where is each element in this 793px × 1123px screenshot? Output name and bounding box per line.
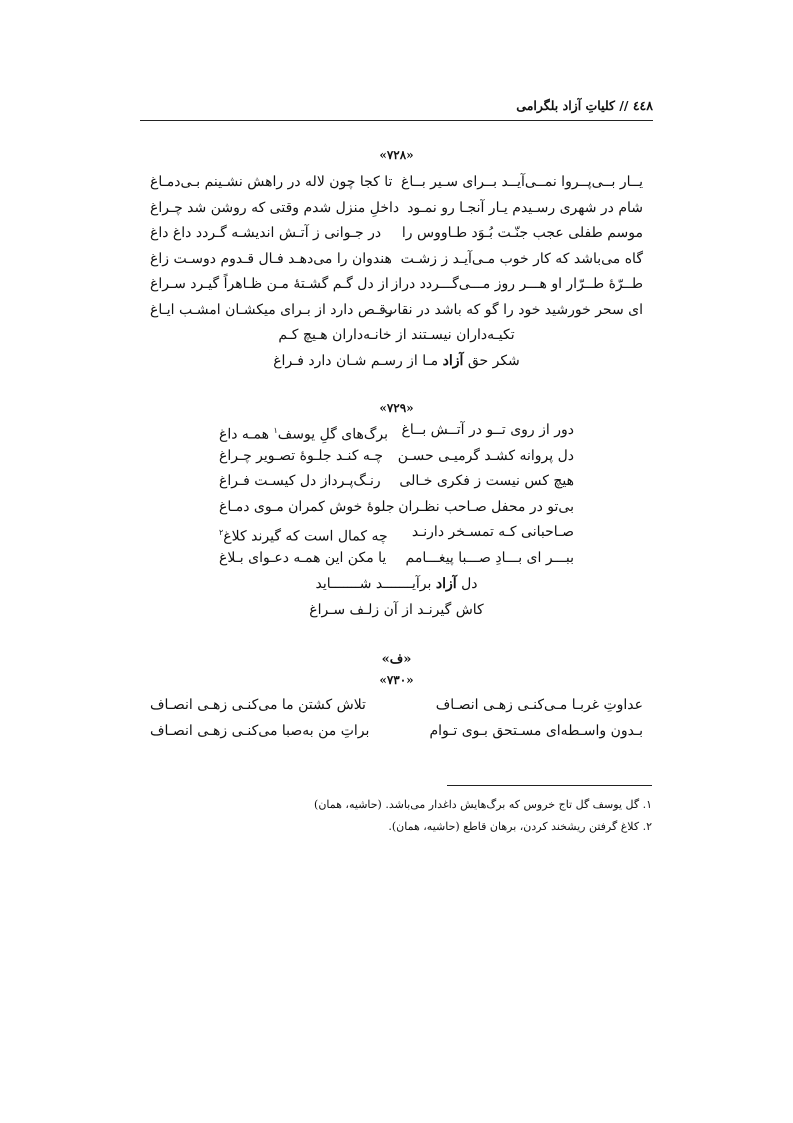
hemistich-second: از دل گـم گشـتهٔ مـن ظـاهراً گیـرد سـراغ [150, 276, 389, 293]
couplet [0, 693, 793, 719]
closing-line: دل آزاد برآیـــــــد شـــــــاید [315, 576, 478, 592]
footnote-rule [447, 785, 652, 786]
footnotes [132, 794, 652, 838]
hemistich-second: در جـوانی ز آتـش اندیشـه گـردد داغ داغ [150, 225, 382, 242]
couplet [0, 444, 793, 470]
hemistich-first: دور از روی تــو در آتــش بــاغ [401, 422, 574, 438]
couplet [0, 221, 793, 247]
poem-728 [0, 145, 793, 165]
couplet [0, 495, 793, 521]
hemistich-second: تا کجا چون لاله در راهش نشـینم بـی‌دمـاغ [150, 174, 393, 190]
hemistich-first: عداوتِ غربـا مـی‌کنـی زهـی انصـاف [435, 697, 643, 713]
couplet [0, 418, 793, 444]
footnote: ۱. گل یوسف گل تاج خروس که برگ‌هایش داغدار می‌باشد. (حاشیه، همان) [314, 798, 652, 811]
hemistich-first: ای سحر خورشید خود را گو که باشد در نقاب [384, 301, 643, 318]
poem-728-couplets [0, 170, 793, 324]
poem-729-couplets [0, 418, 793, 572]
hemistich-second: چه کمال است که گیرند کلاغ$^۲$ [219, 528, 388, 546]
header-separator: // [619, 98, 629, 113]
hemistich-first: هیچ کس نیست ز فکری خـالی [399, 473, 574, 490]
couplet [0, 520, 793, 546]
couplet [0, 247, 793, 273]
running-header [140, 96, 653, 121]
couplet [0, 719, 793, 745]
couplet [0, 546, 793, 572]
hemistich-first: شام در شهری رسـیدم یـار آنجـا رو نمـود [407, 199, 643, 216]
hemistich-second: داخلِ منزل شدم وقتی که روشن شد چـراغ [150, 199, 400, 216]
poem-number: «۷۳۰» [379, 673, 414, 687]
couplet [0, 298, 793, 324]
hemistich-second: رنـگ‌پـرداز دل کیسـت فـراغ [219, 473, 381, 490]
hemistich-first: یــار بــی‌پــروا نمــی‌آیــد بــرای سـیر بــاغ [401, 174, 643, 190]
poem-730 [0, 650, 793, 690]
couplet [0, 469, 793, 495]
poet-name: آزاد [442, 352, 464, 369]
hemistich-second: رقـص دارد از بـرای میکشـان امشـب ایـاغ [150, 301, 393, 318]
hemistich-first: ببـــر ای بـــادِ صـــبا پیغـــامم [405, 549, 574, 566]
hemistich-first: گاه می‌باشد که کار خوب مـی‌آیـد ز زشـت [400, 250, 643, 267]
footnote: ۲. کلاغ گرفتن ریشخند کردن، برهان قاطع (حاشیه، همان). [388, 820, 652, 833]
hemistich-first: دل پروانه کشـد گرمیـی حسـن [397, 447, 574, 464]
couplet [0, 196, 793, 222]
section-letter: «ف» [381, 652, 412, 667]
hemistich-second: براتِ من به‌صبا می‌کنـی زهـی انصـاف [150, 722, 370, 739]
poem-730-couplets [0, 693, 793, 744]
poet-name: آزاد [435, 576, 457, 592]
footnote-ref: ۱ [273, 426, 278, 435]
poem-728-closing [0, 323, 793, 374]
hemistich-second: جلوهٔ خوش کمران مـوی دمـاغ [219, 498, 395, 515]
closing-line: کاش گیرنـد از آن زلـف سـراغ [309, 601, 484, 618]
couplet [0, 272, 793, 298]
hemistich-second: یا مکن این همـه دعـوای بـلاغ [219, 549, 387, 566]
hemistich-first: موسم طفلی عجب جنّـت بُـوَد طـاووس را [401, 225, 643, 242]
hemistich-second: هندوان را می‌دهـد فـال قـدوم دوسـت زاغ [150, 250, 392, 267]
poem-729 [0, 398, 793, 418]
couplet [0, 170, 793, 196]
hemistich-first: صـاحبانی کـه تمسـخر دارنـد [411, 524, 574, 541]
page-number: ٤٤٨ [632, 98, 653, 113]
footnote-ref: ۲ [219, 528, 224, 538]
hemistich-second: برگ‌های گلِ یوسف$^۱$ همـه داغ [219, 426, 389, 443]
header-text [516, 98, 653, 113]
book-title: کلیاتِ آزاد بلگرامی [516, 98, 615, 113]
hemistich-second: چـه کنـد جلـوهٔ تصـویر چـراغ [219, 447, 384, 464]
hemistich-first: بی‌تو در محفل صـاحب نظـران [398, 498, 574, 515]
closing-line: تکیـه‌داران نیسـتند از خانـه‌داران هـیچ کـم [278, 327, 515, 343]
closing-line: شکر حق آزاد مـا از رسـم شـان دارد فـراغ [273, 352, 520, 369]
poem-729-closing [0, 572, 793, 623]
hemistich-second: تلاش کشتن ما می‌کنـی زهـی انصـاف [150, 697, 366, 713]
hemistich-first: طــرّهٔ طــرّار او هـــر روز مـــی‌گـــردد دراز [391, 276, 643, 293]
hemistich-first: بـدون واسـطه‌ای مسـتحق بـوی تـوام [429, 722, 643, 739]
poem-number: «۷۲۸» [379, 148, 414, 162]
poem-number: «۷۲۹» [379, 401, 414, 415]
